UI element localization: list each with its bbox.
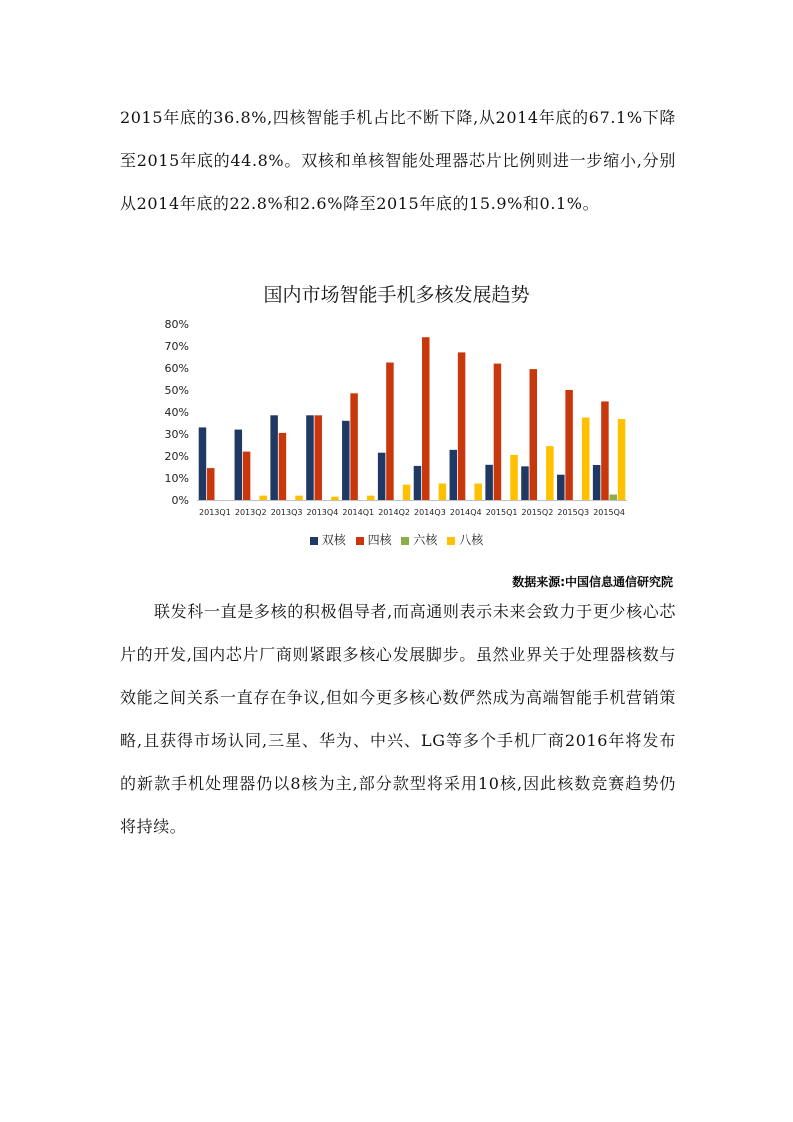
x-category-label: 2013Q1	[199, 508, 231, 517]
bar-2013Q4-四核	[315, 415, 323, 500]
paragraph-2: 联发科一直是多核的积极倡导者,而高通则表示未来会致力于更少核心芯片的开发,国内芯片厂商则紧跟多核心发展脚步。虽然业界关于处理器核数与效能之间关系一直存在争议,但如今更多核心数俨然成为高端智能手机营销策略,且获得市场认同,三星、华为、中兴、LG等多个手机厂商2016年将发布的新款手机处理器仍以8核为主,部分款型将采用10核,因此核数竞赛趋势仍将持续。	[120, 602, 676, 836]
y-tick-label: 60%	[164, 362, 189, 375]
bar-2015Q2-双核	[521, 466, 529, 500]
legend-label-quad: 四核	[367, 533, 392, 547]
bar-2014Q3-双核	[414, 466, 422, 500]
legend-swatch-hexa	[401, 537, 409, 545]
bar-2014Q4-双核	[450, 450, 458, 500]
legend-label-dual: 双核	[321, 533, 346, 547]
y-tick-label: 30%	[164, 428, 189, 441]
bar-2015Q1-四核	[494, 364, 502, 500]
legend-item-hexa	[401, 531, 437, 548]
bar-2015Q1-双核	[485, 465, 493, 500]
y-tick-label: 20%	[164, 450, 189, 463]
legend-item-quad	[356, 531, 392, 548]
x-category-label: 2013Q3	[270, 508, 303, 517]
x-category-label: 2015Q1	[485, 508, 518, 517]
x-category-label: 2013Q2	[234, 508, 267, 517]
x-category-label: 2013Q4	[306, 508, 339, 517]
bar-2013Q2-四核	[243, 452, 251, 500]
bar-2013Q1-双核	[199, 427, 207, 500]
x-category-label: 2015Q2	[521, 508, 554, 517]
bar-2015Q1-八核	[510, 455, 518, 500]
bar-2014Q4-四核	[458, 352, 466, 500]
bar-2013Q1-四核	[207, 468, 215, 500]
x-category-label: 2014Q1	[342, 508, 375, 517]
bar-2014Q2-双核	[378, 453, 386, 500]
bar-2014Q4-八核	[474, 484, 482, 501]
x-category-label: 2014Q4	[449, 508, 482, 517]
bar-2013Q4-双核	[306, 415, 314, 500]
bar-2015Q4-六核	[609, 495, 617, 501]
data-source: 数据来源:中国信息通信研究院	[512, 575, 673, 589]
bar-2014Q3-四核	[422, 337, 430, 500]
bar-2015Q3-四核	[565, 390, 573, 500]
bar-2013Q2-八核	[259, 496, 267, 500]
bar-2015Q4-双核	[593, 465, 601, 500]
bar-2014Q1-四核	[350, 393, 358, 500]
bar-2013Q3-双核	[270, 415, 278, 500]
y-tick-label: 0%	[171, 494, 189, 507]
y-tick-label: 40%	[164, 406, 189, 419]
bar-2013Q3-八核	[295, 496, 303, 500]
y-tick-label: 50%	[164, 384, 189, 397]
x-category-label: 2015Q4	[593, 508, 625, 517]
legend-item-dual	[310, 531, 346, 548]
chart-legend	[0, 531, 793, 548]
bar-2014Q1-双核	[342, 421, 350, 500]
bar-2014Q1-八核	[367, 496, 375, 500]
bar-2013Q3-四核	[279, 433, 287, 500]
legend-swatch-quad	[356, 537, 364, 545]
legend-item-octa	[447, 531, 483, 548]
legend-swatch-octa	[447, 537, 455, 545]
y-tick-label: 70%	[164, 340, 189, 353]
bar-2015Q4-八核	[618, 419, 626, 500]
bar-2013Q2-双核	[235, 430, 243, 500]
bar-2015Q3-双核	[557, 475, 565, 500]
bar-2015Q3-八核	[582, 418, 590, 501]
bar-2014Q3-八核	[439, 484, 447, 501]
x-category-label: 2015Q3	[557, 508, 590, 517]
y-tick-label: 80%	[164, 318, 189, 331]
bar-2013Q4-八核	[331, 497, 339, 500]
legend-swatch-dual	[310, 537, 318, 545]
legend-label-octa: 八核	[459, 533, 484, 547]
x-category-label: 2014Q3	[414, 508, 446, 517]
chart-title: 国内市场智能手机多核发展趋势	[263, 284, 530, 306]
bar-2015Q2-四核	[530, 369, 538, 500]
x-category-label: 2014Q2	[378, 508, 410, 517]
bar-2015Q4-四核	[601, 401, 609, 500]
y-tick-label: 10%	[164, 472, 189, 485]
paragraph-1: 2015年底的36.8%,四核智能手机占比不断下降,从2014年底的67.1%下降至2015年底的44.8%。双核和单核智能处理器芯片比例则进一步缩小,分别从2014年底的22.8%和2.6%降至2015年底的15.9%和0.1%。	[120, 108, 676, 213]
bar-2015Q2-八核	[546, 446, 554, 500]
legend-label-hexa: 六核	[413, 533, 438, 547]
bar-2014Q2-八核	[403, 485, 411, 500]
bar-2014Q2-四核	[386, 363, 394, 501]
